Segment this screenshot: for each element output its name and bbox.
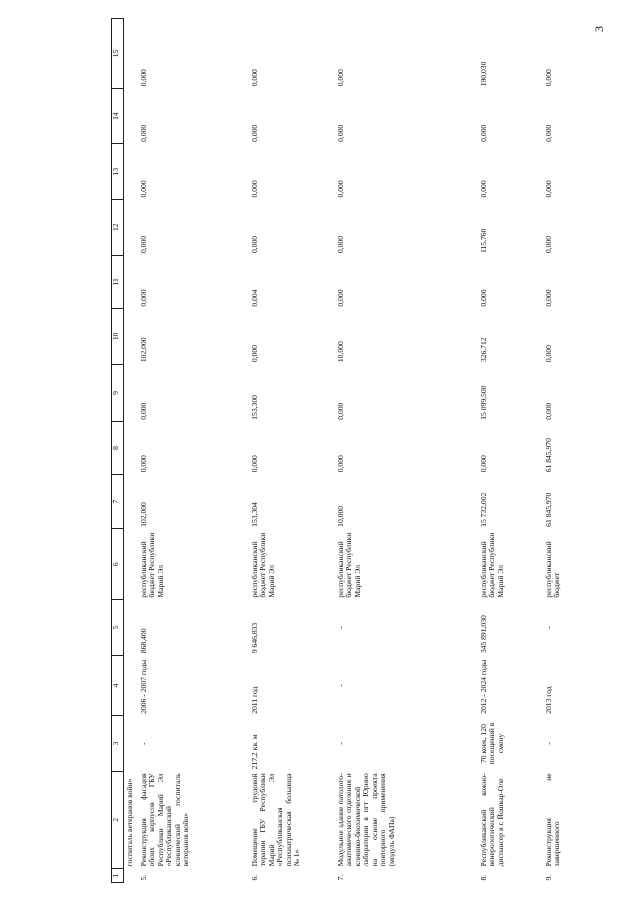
table-row <box>476 19 541 883</box>
cell-value: 0,000 <box>249 345 259 363</box>
column-header: 11 <box>112 255 124 309</box>
row-number: 9. <box>543 874 553 881</box>
table-header-row <box>112 19 124 883</box>
cell-value: 153,300 <box>249 395 259 420</box>
page-number: 3 <box>592 26 606 32</box>
object-name: Модульное здание патолого-анатомического отделения и клинико-биохимической лаборатории в пгт Юрино на основе проекта повторного применения (модуль ФАПа) <box>335 773 396 867</box>
funding-source: республиканский бюджет Республики Марий Эл <box>335 532 362 598</box>
cell-value: 0,000 <box>138 124 148 142</box>
cell-value: 153,304 <box>249 502 259 527</box>
capacity: - <box>138 742 148 745</box>
total-cost: 868,400 <box>138 628 148 654</box>
row-number: 6. <box>249 874 259 881</box>
cell-value: 115,760 <box>478 228 488 254</box>
period: - <box>335 684 345 687</box>
table-row-continuation <box>124 19 136 883</box>
column-header: 1 <box>112 868 124 882</box>
cell-value: 15 099,500 <box>478 385 488 420</box>
cell-value: 0,000 <box>138 289 148 307</box>
column-header: 3 <box>112 716 124 772</box>
cell-value: 0,000 <box>335 455 345 473</box>
column-header: 8 <box>112 422 124 475</box>
capacity: 217,2 кв. м <box>249 734 259 770</box>
column-header: 10 <box>112 309 124 365</box>
cell-value: 61 845,970 <box>543 438 553 473</box>
column-header: 13 <box>112 144 124 200</box>
cell-value: 102,000 <box>138 337 148 363</box>
budget-table <box>111 18 616 883</box>
capacity: - <box>543 742 553 745</box>
cell-value: 0,000 <box>543 124 553 142</box>
object-name: Республиканский кожно-венерологический диспансер в г. Йошкар-Оле <box>478 773 505 867</box>
cell-value: 0,000 <box>478 455 488 473</box>
total-cost: - <box>335 626 345 629</box>
cell-value: 0,000 <box>543 180 553 198</box>
object-name: госпиталь ветеранов войн» <box>125 778 134 867</box>
cell-value: 0,000 <box>138 402 148 420</box>
period: 2012 - 2024 годы <box>478 659 488 714</box>
column-header: 12 <box>112 199 124 255</box>
cell-value: 10,000 <box>335 341 345 363</box>
table-row <box>247 19 333 883</box>
cell-value: 0,004 <box>249 289 259 307</box>
funding-source: республиканский бюджет <box>543 541 561 598</box>
cell-value: 0,000 <box>138 180 148 198</box>
funding-source: республиканский бюджет Республики Марий Эл <box>138 532 165 598</box>
cell-value: 326,712 <box>478 337 488 363</box>
table-row <box>333 19 476 883</box>
cell-value: 15 732,002 <box>478 492 488 527</box>
cell-value: 0,000 <box>543 402 553 420</box>
cell-value: 0,000 <box>249 455 259 473</box>
table-row <box>136 19 247 883</box>
cell-value: 0,000 <box>478 124 488 142</box>
cell-value: 0,000 <box>249 69 259 87</box>
cell-value: 0,000 <box>335 289 345 307</box>
cell-value: 0,000 <box>335 69 345 87</box>
total-cost: - <box>543 626 553 629</box>
cell-value: 0,000 <box>249 180 259 198</box>
capacity: - <box>335 742 345 745</box>
cell-value: 0,000 <box>478 180 488 198</box>
column-header: 7 <box>112 474 124 529</box>
cell-value: 102,000 <box>138 502 148 527</box>
funding-source: республиканский бюджет Республики Марий Эл <box>478 532 505 598</box>
column-header: 9 <box>112 364 124 422</box>
column-header: 15 <box>112 19 124 89</box>
table-row <box>541 19 576 883</box>
object-name: Помещение трудовой терапии ГБУ Республики Марий Эл «Республиканская психиатрическая больница № 1» <box>249 773 301 867</box>
capacity: 70 коек, 120 посещений в смену <box>478 722 505 765</box>
period: 2013 год <box>543 686 553 714</box>
column-header: 14 <box>112 88 124 144</box>
cell-value: 0,000 <box>335 124 345 142</box>
cell-value: 0,000 <box>543 345 553 363</box>
cell-value: 0,000 <box>138 69 148 87</box>
cell-value: 61 845,970 <box>543 492 553 527</box>
cell-value: 0,000 <box>543 235 553 254</box>
object-name: Реконструкция фасадов обоих корпусов ГБУ Республики Марий Эл «Республиканский клинический госпиталь ветеранов войн» <box>138 773 190 867</box>
row-number: 7. <box>335 874 345 881</box>
cell-value: 0,000 <box>335 402 345 420</box>
cell-value: 0,000 <box>249 124 259 142</box>
cell-value: 0,000 <box>335 235 345 254</box>
cell-value: 0,000 <box>478 289 488 307</box>
object-name: Реконструкция не завершенного <box>543 773 561 867</box>
column-header: 4 <box>112 655 124 716</box>
cell-value: 0,000 <box>138 235 148 254</box>
period: 2006 - 2007 годы <box>138 659 148 714</box>
row-number: 8. <box>478 874 488 881</box>
cell-value: 0,000 <box>543 69 553 87</box>
funding-source: республиканский бюджет Республики Марий Эл <box>249 532 276 598</box>
total-cost: 345 891,030 <box>478 615 488 654</box>
column-header: 6 <box>112 529 124 600</box>
column-header: 5 <box>112 600 124 656</box>
cell-value: 0,000 <box>138 455 148 473</box>
cell-value: 0,000 <box>249 235 259 254</box>
cell-value: 10,000 <box>335 505 345 527</box>
cell-value: 190,030 <box>478 61 488 87</box>
column-header: 2 <box>112 771 124 868</box>
row-number: 5. <box>138 874 148 881</box>
cell-value: 0,000 <box>335 180 345 198</box>
total-cost: 9 646,833 <box>249 622 259 654</box>
period: 2011 год <box>249 686 259 714</box>
cell-value: 0,000 <box>543 289 553 307</box>
